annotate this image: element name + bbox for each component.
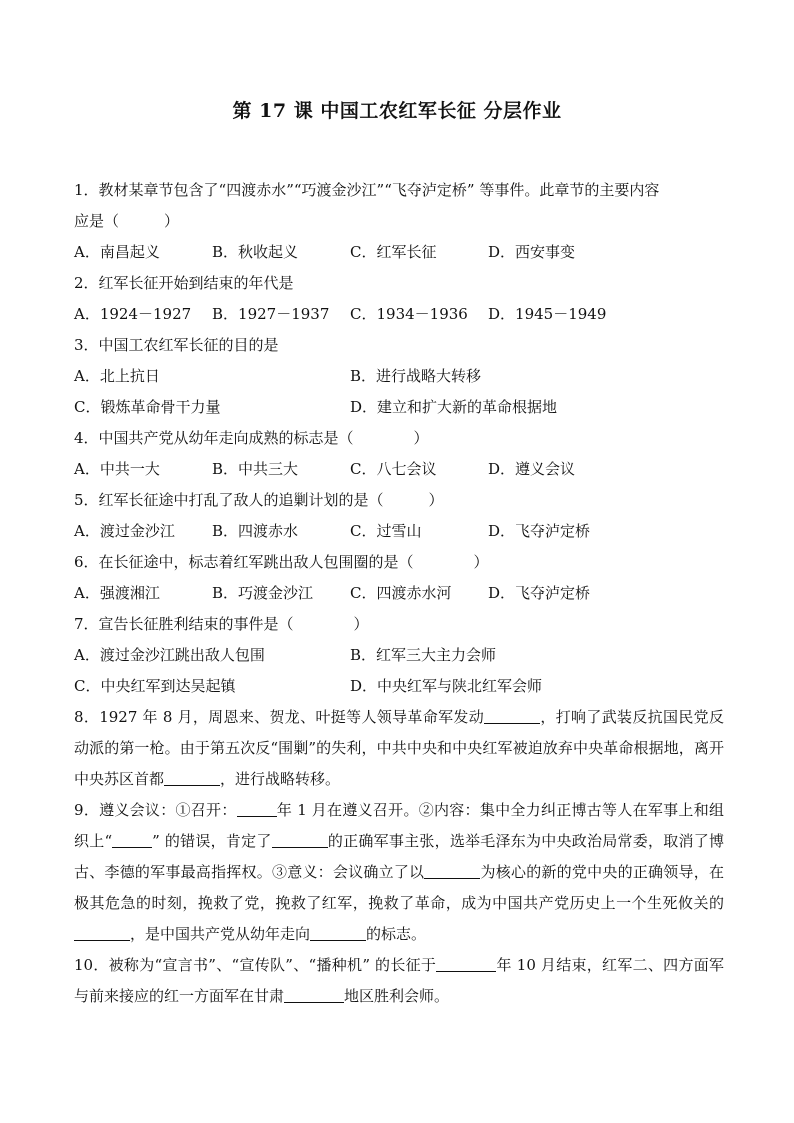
q9-blank-2[interactable] [112, 829, 152, 848]
q7-options-row2 [74, 671, 724, 702]
q5-option-a[interactable]: A．渡过金沙江 [74, 522, 175, 540]
q10-text-3: 地区胜利会师。 [344, 987, 450, 1005]
q9-blank-1[interactable] [237, 798, 277, 817]
q7-option-a[interactable]: A．渡过金沙江跳出敌人包围 [74, 646, 265, 664]
q9-blank-3[interactable] [272, 829, 328, 848]
page-title: 第 17 课 中国工农红军长征 分层作业 [232, 100, 562, 122]
q5-option-b[interactable]: B．四渡赤水 [212, 522, 299, 540]
q5-option-c[interactable]: C．过雪山 [350, 522, 422, 540]
q8-blank-2[interactable] [164, 767, 220, 786]
q6-options [74, 578, 724, 609]
q2-stem: 2．红军长征开始到结束的年代是 [74, 274, 294, 292]
q4-stem: 4．中国共产党从幼年走向成熟的标志是（ ） [74, 429, 429, 447]
q10-blank-1[interactable] [436, 953, 496, 972]
q6-option-a[interactable]: A．强渡湘江 [74, 584, 160, 602]
q2-option-b[interactable]: B．1927－1937 [212, 305, 330, 323]
q3-option-b[interactable]: B．进行战略大转移 [350, 367, 482, 385]
q3-option-d[interactable]: D．建立和扩大新的革命根据地 [350, 398, 558, 416]
q5-option-d[interactable]: D．飞夺泸定桥 [488, 522, 591, 540]
q10-blank-2[interactable] [284, 984, 344, 1003]
q7-stem: 7．宣告长征胜利结束的事件是（ ） [74, 615, 369, 633]
q3-options-row2 [74, 392, 724, 423]
q6-option-c[interactable]: C．四渡赤水河 [350, 584, 452, 602]
q3-option-c[interactable]: C．锻炼革命骨干力量 [74, 398, 221, 416]
q1-options [74, 237, 724, 268]
q9-blank-6[interactable] [310, 922, 366, 941]
q8-text-1: 8．1927 年 8 月，周恩来、贺龙、叶挺等人领导革命军发动 [74, 708, 485, 726]
q2-option-d[interactable]: D．1945－1949 [488, 305, 607, 323]
q7-option-c[interactable]: C．中央红军到达吴起镇 [74, 677, 236, 695]
q9-blank-4[interactable] [424, 860, 480, 879]
q7-option-d[interactable]: D．中央红军与陕北红军会师 [350, 677, 543, 695]
q6-stem: 6．在长征途中，标志着红军跳出敌人包围圈的是（ ） [74, 553, 489, 571]
q1-stem-line1: 1．教材某章节包含了“四渡赤水”“巧渡金沙江”“飞夺泸定桥” 等事件。此章节的主要内容 [74, 181, 660, 199]
q5-stem: 5．红军长征途中打乱了敌人的追剿计划的是（ ） [74, 491, 444, 509]
q9-text-4: 的正确军事主张，选举毛泽东为中央政治局常委，取消了博古、李德的军事最高指挥权。③意义：会议确立了以 [74, 832, 725, 881]
q10-text-1: 10．被称为“宣言书”、“宣传队”、“播种机” 的长征于 [74, 956, 437, 974]
q9-text-5: 为核心的新的党中央的正确领导，在极其危急的时刻，挽救了党，挽救了红军，挽救了革命，成为中国共产党历史上一个生死攸关的 [74, 863, 724, 912]
q9-paragraph [74, 795, 724, 950]
q1-option-c[interactable]: C．红军长征 [350, 243, 437, 261]
q1-stem-line2: 应是（ ） [74, 212, 180, 230]
q7-option-b[interactable]: B．红军三大主力会师 [350, 646, 497, 664]
q1-option-a[interactable]: A．南昌起义 [74, 243, 160, 261]
q8-paragraph [74, 702, 724, 795]
q9-text-2: 年 1 月在遵义召开。②内容：集中全力纠正博古等人在军事上和组织上“ [74, 801, 724, 850]
q8-text-2: ，打响了武装反抗国民党反动派的第一枪。由于第五次反“围剿”的失利，中共中央和中央红军被迫放弃中央革命根据地，离开中央苏区首都 [74, 708, 724, 788]
q1-option-b[interactable]: B．秋收起义 [212, 243, 299, 261]
question-list [74, 175, 724, 1012]
q9-text-1: 9．遵义会议：①召开： [74, 801, 237, 819]
q6-option-d[interactable]: D．飞夺泸定桥 [488, 584, 591, 602]
q3-option-a[interactable]: A．北上抗日 [74, 367, 160, 385]
q2-option-c[interactable]: C．1934－1936 [350, 305, 468, 323]
q3-stem: 3．中国工农红军长征的目的是 [74, 336, 279, 354]
q8-blank-1[interactable] [484, 705, 540, 724]
q9-text-3: ” 的错误，肯定了 [152, 832, 272, 850]
q9-blank-5[interactable] [74, 922, 130, 941]
q9-text-6: ，是中国共产党从幼年走向 [130, 925, 311, 943]
q4-option-d[interactable]: D．遵义会议 [488, 460, 576, 478]
q2-options [74, 299, 724, 330]
q4-options [74, 454, 724, 485]
q3-options-row1 [74, 361, 724, 392]
q1-option-d[interactable]: D．西安事变 [488, 243, 576, 261]
q10-paragraph [74, 950, 724, 1012]
q4-option-b[interactable]: B．中共三大 [212, 460, 299, 478]
q10-text-2: 年 10 月结束，红军二、四方面军与前来接应的红一方面军在甘肃 [74, 956, 725, 1005]
q6-option-b[interactable]: B．巧渡金沙江 [212, 584, 314, 602]
q8-text-3: ，进行战略转移。 [220, 770, 341, 788]
q4-option-c[interactable]: C．八七会议 [350, 460, 437, 478]
q9-text-7: 的标志。 [366, 925, 427, 943]
q2-option-a[interactable]: A．1924－1927 [74, 305, 192, 323]
q5-options [74, 516, 724, 547]
q4-option-a[interactable]: A．中共一大 [74, 460, 160, 478]
q7-options-row1 [74, 640, 724, 671]
